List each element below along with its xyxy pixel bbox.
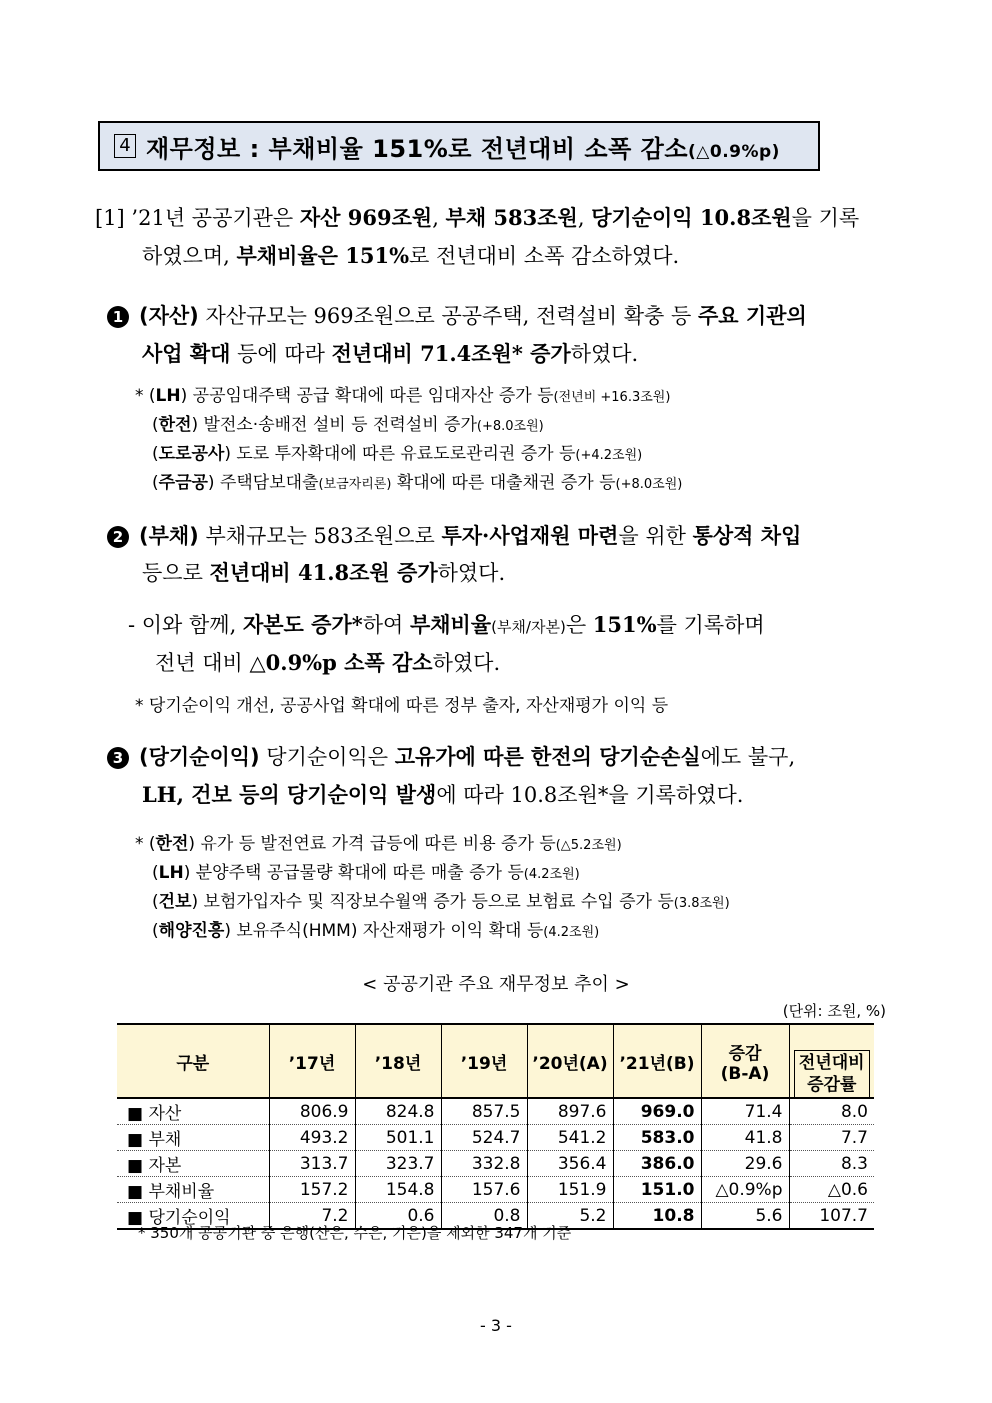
item3-line-2: LH, 건보 등의 당기순이익 발생에 따라 10.8조원*을 기록하였다.: [142, 782, 744, 807]
cell: 583.0: [613, 1125, 701, 1151]
section-title: 재무정보 : 부채비율 151%로 전년대비 소폭 감소(△0.9%p): [146, 134, 780, 163]
item1-note-4: (주금공) 주택담보대출(보금자리론) 확대에 따른 대출채권 증가 등(+8.0조원): [152, 473, 683, 493]
header-category: 구분: [117, 1024, 269, 1098]
cell: 323.7: [355, 1151, 441, 1177]
item3-line-1: 3 (당기순이익) 당기순이익은 고유가에 따른 한전의 당기순손실에도 불구,: [107, 737, 795, 777]
cell: 154.8: [355, 1177, 441, 1203]
item3-marker: 3: [107, 747, 129, 769]
item1-marker: 1: [107, 306, 129, 328]
row-label: ■ 부채: [117, 1125, 269, 1151]
header-2018: ’18년: [355, 1024, 441, 1098]
item2-line-1: 2 (부채) 부채규모는 583조원으로 투자·사업재원 마련을 위한 통상적 차입: [107, 516, 801, 556]
cell: 29.6: [701, 1151, 789, 1177]
item2-note: * 당기순이익 개선, 공공사업 확대에 따른 정부 출자, 자산재평가 이익 등: [135, 696, 669, 716]
cell: 0.6: [355, 1203, 441, 1230]
item3-note-1: * (한전) 유가 등 발전연료 가격 급등에 따른 비용 증가 등(△5.2조원): [135, 834, 622, 854]
cell: 313.7: [269, 1151, 355, 1177]
intro-line-2: 하였으며, 부채비율은 151%로 전년대비 소폭 감소하였다.: [142, 243, 680, 268]
section-title-box: [98, 121, 820, 171]
cell: 151.9: [527, 1177, 613, 1203]
item2-sub-line-1: - 이와 함께, 자본도 증가*하여 부채비율(부채/자본)은 151%를 기록하며: [128, 612, 765, 637]
cell: 41.8: [701, 1125, 789, 1151]
cell: 71.4: [701, 1098, 789, 1125]
cell: 356.4: [527, 1151, 613, 1177]
cell: 824.8: [355, 1098, 441, 1125]
cell: 897.6: [527, 1098, 613, 1125]
row-label: ■ 자산: [117, 1098, 269, 1125]
cell: 386.0: [613, 1151, 701, 1177]
item1-note-2: (한전) 발전소·송배전 설비 등 전력설비 증가(+8.0조원): [152, 415, 544, 435]
header-2021: ’21년(B): [613, 1024, 701, 1098]
row-label: ■ 자본: [117, 1151, 269, 1177]
cell: 806.9: [269, 1098, 355, 1125]
item1-line-2: 사업 확대 등에 따라 전년대비 71.4조원* 증가하였다.: [142, 341, 639, 366]
cell: 157.2: [269, 1177, 355, 1203]
item1-line-1: 1 (자산) 자산규모는 969조원으로 공공주택, 전력설비 확충 등 주요 기관의: [107, 296, 807, 336]
intro-line-1: [1] ’21년 공공기관은 자산 969조원, 부채 583조원, 당기순이익 10.8조원을 기록: [95, 205, 860, 230]
cell: 10.8: [613, 1203, 701, 1230]
cell: 5.6: [701, 1203, 789, 1230]
cell: 7.7: [789, 1125, 874, 1151]
item3-note-3: (건보) 보험가입자수 및 직장보수월액 증가 등으로 보험료 수입 증가 등(3.8조원): [152, 892, 730, 912]
header-2017: ’17년: [269, 1024, 355, 1098]
item2-line-2: 등으로 전년대비 41.8조원 증가하였다.: [142, 560, 506, 585]
header-rate: 전년대비 증감률: [789, 1024, 874, 1098]
item2-marker: 2: [107, 526, 129, 548]
cell: 857.5: [441, 1098, 527, 1125]
cell: 157.6: [441, 1177, 527, 1203]
cell: 151.0: [613, 1177, 701, 1203]
table-caption: < 공공기관 주요 재무정보 추이 >: [362, 974, 630, 995]
cell: 7.2: [269, 1203, 355, 1230]
table-unit: (단위: 조원, %): [782, 1002, 886, 1020]
row-label: ■ 부채비율: [117, 1177, 269, 1203]
cell: 0.8: [441, 1203, 527, 1230]
table-row: [117, 1151, 874, 1177]
item2-sub-line-2: 전년 대비 △0.9%p 소폭 감소하였다.: [155, 650, 501, 675]
cell: 541.2: [527, 1125, 613, 1151]
cell: 969.0: [613, 1098, 701, 1125]
page-number: - 3 -: [480, 1316, 512, 1335]
cell: △0.6: [789, 1177, 874, 1203]
cell: 5.2: [527, 1203, 613, 1230]
cell: 501.1: [355, 1125, 441, 1151]
cell: 107.7: [789, 1203, 874, 1230]
table-row: [117, 1125, 874, 1151]
item3-note-4: (해양진흥) 보유주식(HMM) 자산재평가 이익 확대 등(4.2조원): [152, 921, 600, 941]
row-label: ■ 당기순이익: [117, 1203, 269, 1230]
item1-note-1: * (LH) 공공임대주택 공급 확대에 따른 임대자산 증가 등(전년비 +16.3조원): [135, 386, 671, 406]
finance-table: [117, 1023, 874, 1230]
item3-note-2: (LH) 분양주택 공급물량 확대에 따른 매출 증가 등(4.2조원): [152, 863, 580, 883]
cell: 493.2: [269, 1125, 355, 1151]
cell: 8.0: [789, 1098, 874, 1125]
cell: 332.8: [441, 1151, 527, 1177]
section-number: 4: [114, 134, 136, 158]
cell: 524.7: [441, 1125, 527, 1151]
header-2019: ’19년: [441, 1024, 527, 1098]
table-footnote: * 350개 공공기관 중 은행(산은, 수은, 기은)을 제외한 347개 기준: [138, 1224, 572, 1242]
table-row: [117, 1177, 874, 1203]
table-header-row: [117, 1024, 874, 1098]
cell: 8.3: [789, 1151, 874, 1177]
header-2020: ’20년(A): [527, 1024, 613, 1098]
cell: △0.9%p: [701, 1177, 789, 1203]
header-change: 증감 (B-A): [701, 1024, 789, 1098]
item1-note-3: (도로공사) 도로 투자확대에 따른 유료도로관리권 증가 등(+4.2조원): [152, 444, 643, 464]
table-row: [117, 1098, 874, 1125]
